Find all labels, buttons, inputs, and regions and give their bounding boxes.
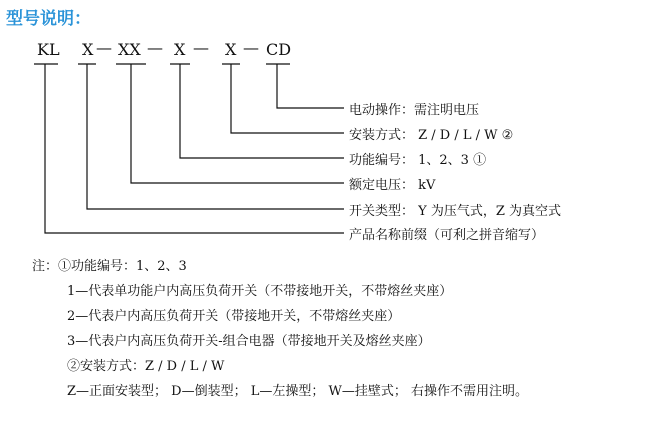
- note-item-2: 2—代表户内高压负荷开关（带接地开关，不带熔丝夹座）: [67, 309, 401, 324]
- label-installation: 安装方式： Z / D / L / W ②: [349, 128, 514, 143]
- code-dash: —: [96, 38, 112, 57]
- label-electric-operation: 电动操作：需注明电压: [349, 103, 480, 118]
- page-title: 型号说明：: [6, 9, 91, 29]
- leader-product-prefix: [45, 64, 344, 233]
- code-function-number: X: [174, 40, 186, 59]
- code-dash: —: [243, 38, 259, 57]
- code-electric-operation: CD: [266, 40, 292, 59]
- leader-electric-operation: [277, 64, 344, 108]
- label-rated-voltage: 额定电压： kV: [349, 178, 436, 193]
- leader-switch-type: [87, 64, 344, 209]
- code-prefix-kl: KL: [37, 40, 60, 59]
- leader-rated-voltage: [131, 64, 344, 183]
- code-rated-voltage: XX: [118, 40, 141, 59]
- code-dash: —: [193, 38, 209, 57]
- label-switch-type: 开关类型： Y 为压气式，Z 为真空式: [349, 204, 562, 219]
- leader-installation: [231, 64, 344, 133]
- code-dash: —: [147, 38, 163, 57]
- code-installation: X: [225, 40, 237, 59]
- label-function-number: 功能编号： 1、2、3 ①: [349, 153, 487, 168]
- note-item-3: 3—代表户内高压负荷开关-组合电器（带接地开关及熔丝夹座）: [67, 334, 431, 349]
- code-switch-type: X: [82, 40, 94, 59]
- leader-function-number: [180, 64, 344, 158]
- note-item-1: 1—代表单功能户内高压负荷开关（不带接地开关，不带熔丝夹座）: [67, 284, 453, 299]
- note-heading: 注：①功能编号：1、2、3: [32, 259, 187, 274]
- label-product-prefix: 产品名称前缀（可利之拼音缩写）: [349, 228, 545, 243]
- note-installation-types: Z—正面安装型； D—倒装型； L—左操型； W—挂壁式； 右操作不需用注明。: [67, 384, 528, 399]
- note-installation-heading: ②安装方式：Z / D / L / W: [67, 359, 225, 374]
